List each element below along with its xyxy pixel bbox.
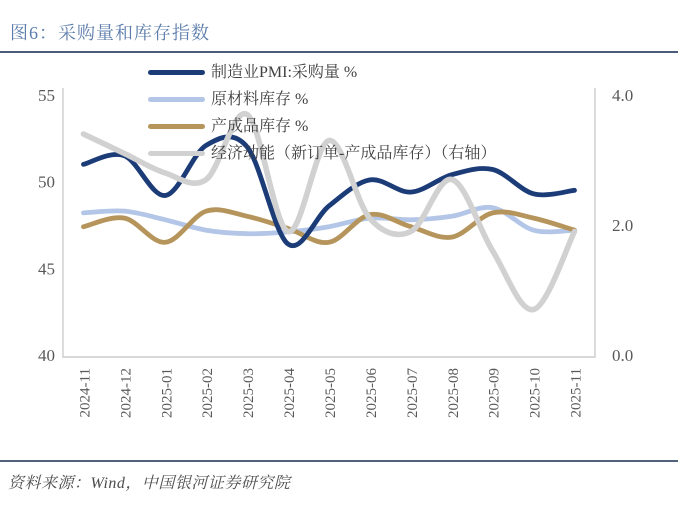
x-axis-tick-label: 2025-07	[404, 368, 421, 418]
left-axis-tick-label: 40	[38, 346, 55, 365]
legend-line-swatch	[148, 97, 205, 102]
legend-label: 产成品库存 %	[211, 118, 309, 135]
chart-legend	[148, 63, 496, 163]
legend-label: 经济动能（新订单-产成品库存）（右轴）	[211, 145, 497, 162]
legend-item-pmi-purchasing	[148, 63, 496, 82]
right-axis-tick-label: 0.0	[612, 346, 634, 365]
left-axis-tick-label: 50	[38, 172, 55, 192]
x-axis-tick-label: 2025-11	[568, 368, 585, 418]
legend-label: 制造业PMI:采购量 %	[211, 64, 358, 81]
legend-item-raw-material-inventory	[148, 90, 496, 109]
left-axis-tick-label: 55	[38, 86, 55, 105]
legend-line-swatch	[148, 124, 205, 129]
figure-title: 图6：采购量和库存指数	[10, 23, 210, 43]
x-axis-tick-label: 2024-11	[77, 368, 94, 418]
legend-line-swatch	[148, 70, 205, 75]
x-axis-tick-label: 2025-06	[363, 368, 380, 418]
x-axis-tick-label: 2025-08	[445, 368, 462, 418]
legend-label: 原材料库存 %	[211, 91, 309, 108]
source-note: 资料来源：Wind，中国银河证券研究院	[8, 475, 291, 492]
x-axis-tick-label: 2025-01	[159, 368, 176, 418]
left-axis-tick-label: 45	[38, 259, 55, 279]
legend-line-swatch	[148, 151, 205, 156]
x-axis-tick-label: 2024-12	[118, 368, 135, 418]
x-axis-tick-label: 2025-10	[527, 368, 544, 418]
x-axis-tick-label: 2025-03	[241, 368, 258, 418]
right-axis-tick-label: 2.0	[612, 216, 634, 235]
legend-item-economic-momentum	[148, 144, 496, 163]
x-axis-tick-label: 2025-02	[200, 368, 217, 418]
x-axis-tick-label: 2025-05	[323, 368, 339, 418]
right-axis-tick-label: 4.0	[612, 86, 634, 105]
x-axis-tick-label: 2025-09	[486, 368, 503, 418]
legend-item-finished-goods-inventory	[148, 117, 496, 136]
x-axis-tick-label: 2025-04	[282, 368, 299, 418]
